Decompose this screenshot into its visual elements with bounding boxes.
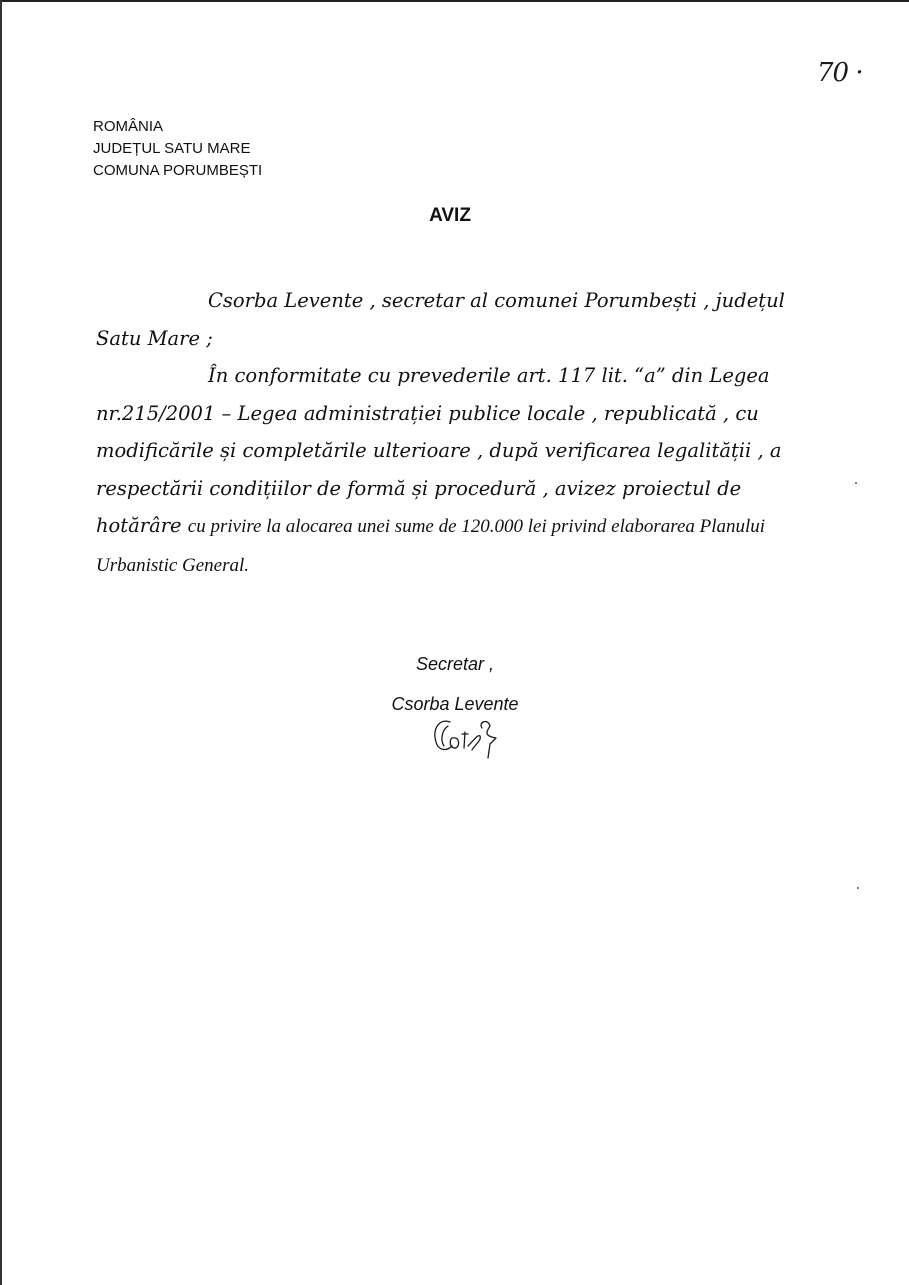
body-paragraph-1: Csorba Levente , secretar al comunei Porumbești , județul Satu Mare ; [96,289,785,350]
signature-name: Csorba Levente [391,694,519,714]
signature-role: Secretar , [415,654,495,674]
page-top-edge [0,0,909,2]
body-paragraph-2 [96,357,816,584]
scan-speck [857,887,859,889]
body-paragraph-2-tail: cu privire la alocarea unei sume de 120.000 lei privind elaborarea Planului Urbanistic General. [96,516,766,576]
page-left-edge [0,0,2,1285]
document-title: AVIZ [429,205,471,226]
page-number: 70 · [817,58,863,88]
document-body [96,282,816,584]
header-commune: COMUNA PORUMBEȘTI [93,162,263,179]
handwritten-signature [428,712,508,764]
scan-speck [855,482,857,484]
signature-block [380,652,530,716]
header-county: JUDEȚUL SATU MARE [93,140,251,157]
header-country: ROMÂNIA [93,118,164,135]
body-paragraph-2-main: În conformitate cu prevederile art. 117 lit. “a” din Legea nr.215/2001 – Legea administrației publice locale , republicată , cu modificările și completările ulterioare , după verificarea legalității , a respectării condițiilor de formă și procedură , avizez proiectul de hotărâre [96,364,782,537]
document-header [93,116,262,182]
